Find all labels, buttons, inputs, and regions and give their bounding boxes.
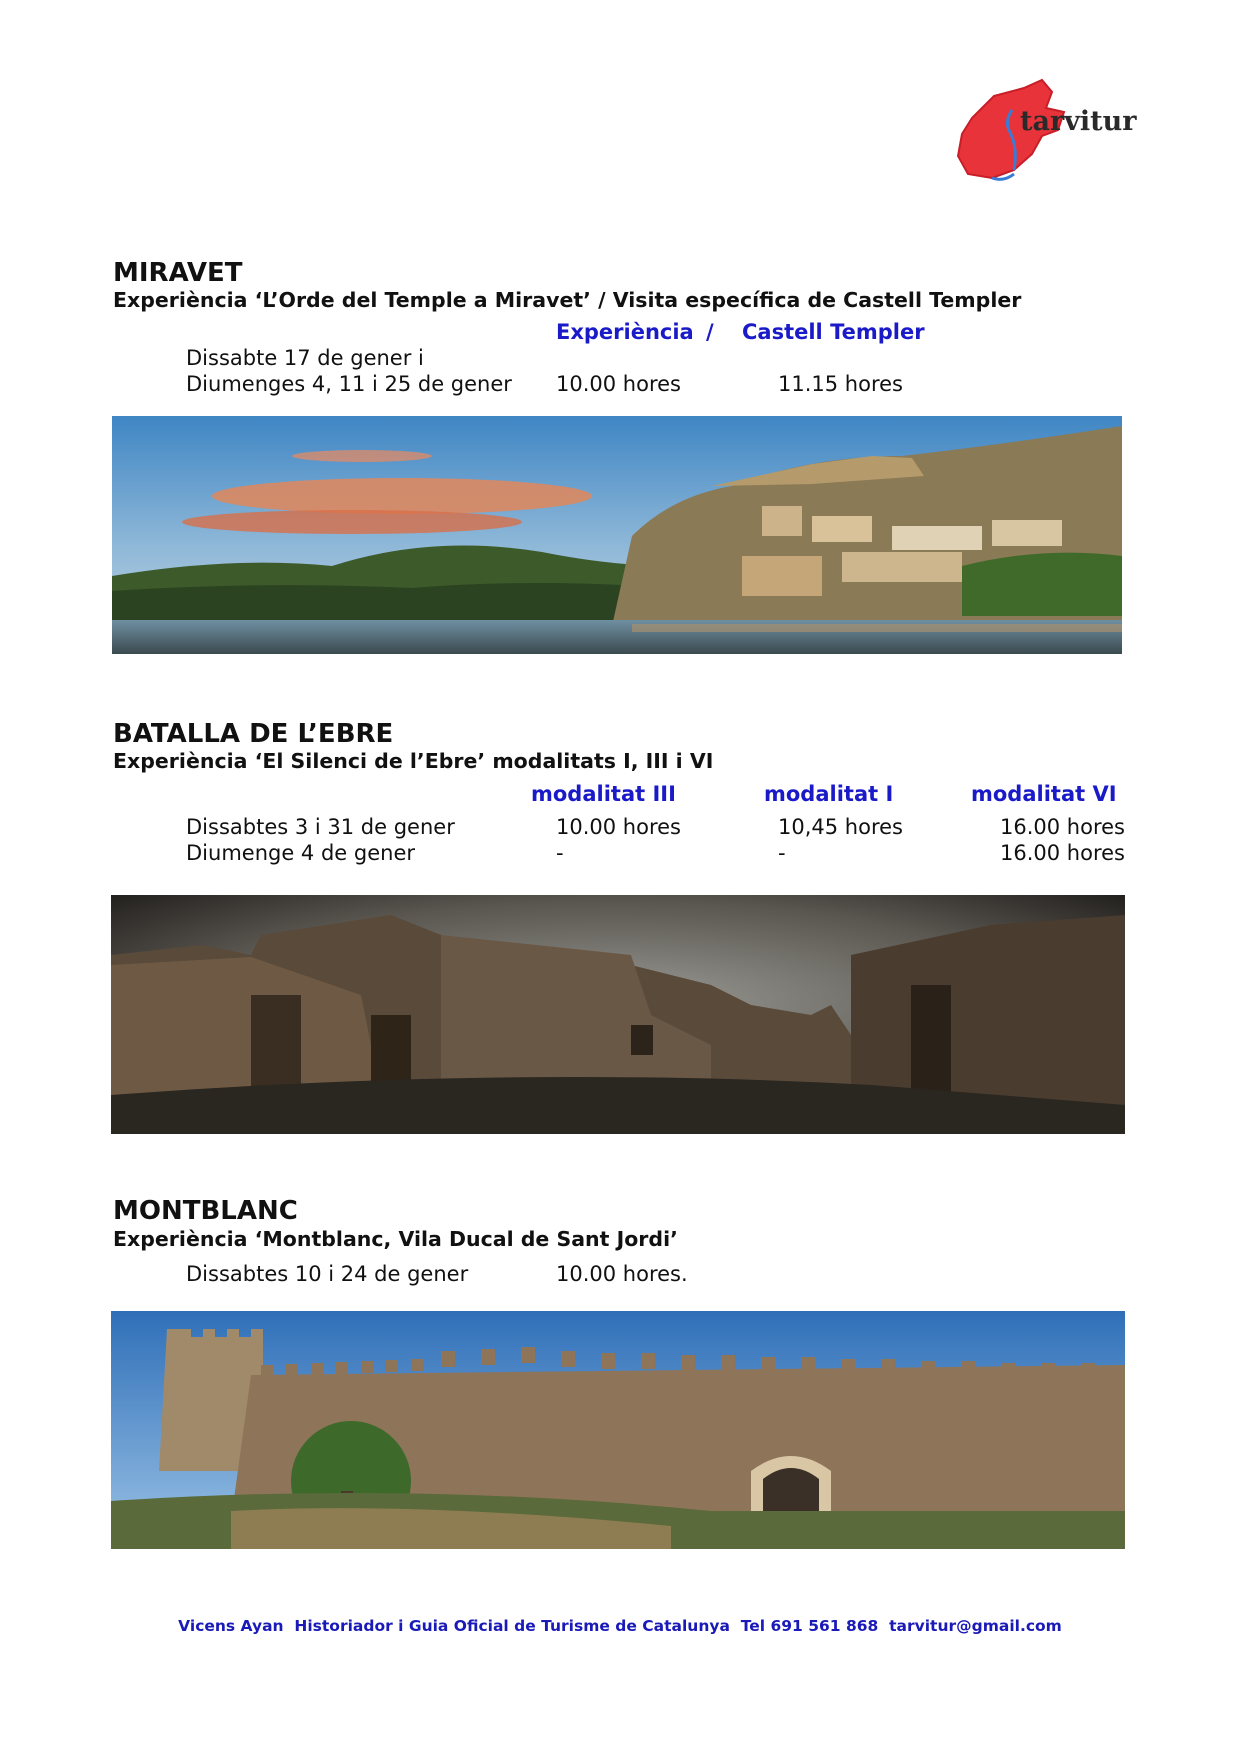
header-separator: / bbox=[706, 320, 714, 344]
montblanc-wall-photo bbox=[111, 1311, 1125, 1549]
header-castell-templer: Castell Templer bbox=[742, 320, 925, 344]
schedule-time: 11.15 hores bbox=[778, 372, 903, 396]
section-subtitle-miravet: Experiència ‘L’Orde del Temple a Miravet’ / Visita específica de Castell Templer bbox=[113, 288, 1022, 312]
schedule-time: 16.00 hores bbox=[1000, 815, 1125, 839]
footer-contact: Vicens Ayan Historiador i Guia Oficial de Turisme de Catalunya Tel 691 561 868 tarvitur@gmail.com bbox=[178, 1617, 1062, 1635]
section-title-miravet: MIRAVET bbox=[113, 258, 243, 288]
schedule-time: 10.00 hores bbox=[556, 372, 681, 396]
header-modalitat-iii: modalitat III bbox=[531, 782, 676, 806]
schedule-row-label: Dissabtes 3 i 31 de gener bbox=[186, 815, 455, 839]
section-subtitle-batalla: Experiència ‘El Silenci de l’Ebre’ modalitats I, III i VI bbox=[113, 749, 714, 773]
section-subtitle-montblanc: Experiència ‘Montblanc, Vila Ducal de Sant Jordi’ bbox=[113, 1227, 678, 1251]
schedule-row-label: Diumenge 4 de gener bbox=[186, 841, 416, 865]
schedule-row-label: Dissabtes 10 i 24 de gener bbox=[186, 1262, 469, 1286]
schedule-time: 10,45 hores bbox=[778, 815, 903, 839]
schedule-time: 16.00 hores bbox=[1000, 841, 1125, 865]
schedule-time: - bbox=[778, 841, 786, 865]
header-experiencia: Experiència bbox=[556, 320, 694, 344]
header-modalitat-vi: modalitat VI bbox=[971, 782, 1117, 806]
schedule-row-label: Diumenges 4, 11 i 25 de gener bbox=[186, 372, 512, 396]
schedule-row-label: Dissabte 17 de gener i bbox=[186, 346, 424, 370]
header-modalitat-i: modalitat I bbox=[764, 782, 894, 806]
logo-text: tarvitur bbox=[1020, 106, 1137, 137]
schedule-time: 10.00 hores. bbox=[556, 1262, 688, 1286]
schedule-time: - bbox=[556, 841, 564, 865]
section-title-montblanc: MONTBLANC bbox=[113, 1196, 298, 1226]
miravet-castle-river-photo bbox=[112, 416, 1122, 654]
section-title-batalla: BATALLA DE L’EBRE bbox=[113, 719, 394, 749]
ruined-village-photo bbox=[111, 895, 1125, 1134]
schedule-time: 10.00 hores bbox=[556, 815, 681, 839]
